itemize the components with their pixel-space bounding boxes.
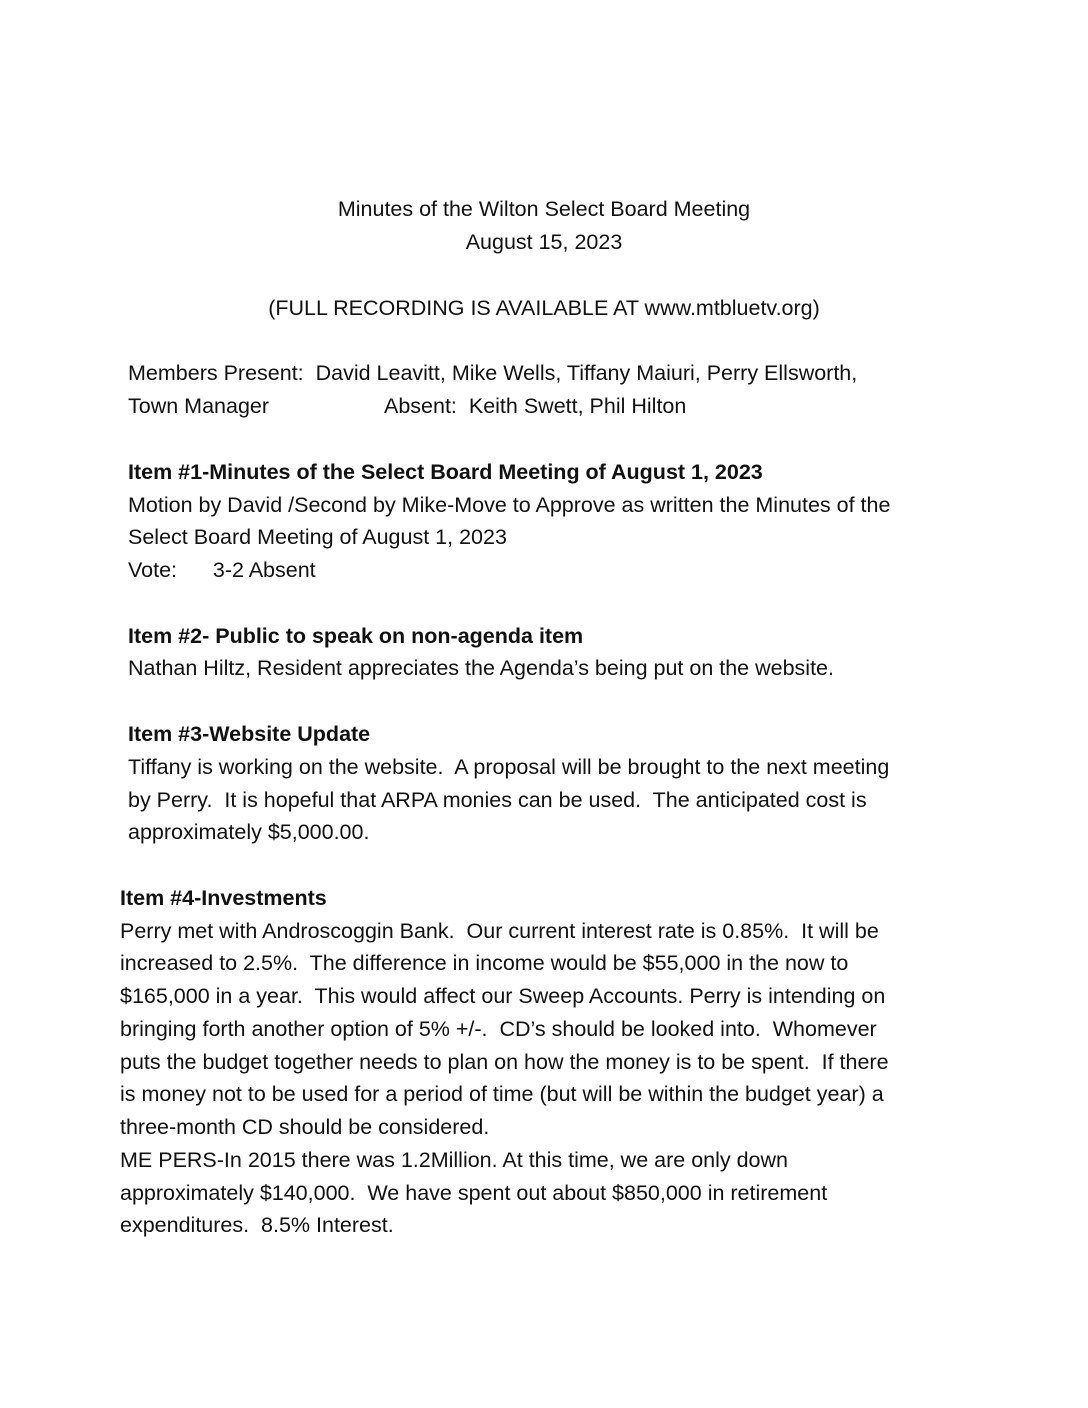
item-3-heading: Item #3-Website Update bbox=[128, 722, 371, 746]
item-4-line: ME PERS-In 2015 there was 1.2Million. At this time, we are only down bbox=[120, 1148, 789, 1172]
item-4-line: increased to 2.5%. The difference in income would be $55,000 in the now to bbox=[120, 951, 849, 975]
item-4-line: approximately $140,000. We have spent out about $850,000 in retirement bbox=[120, 1181, 828, 1205]
town-manager: Town Manager bbox=[128, 394, 270, 418]
item-2-heading: Item #2- Public to speak on non-agenda item bbox=[128, 624, 584, 648]
item-3-line: Tiffany is working on the website. A proposal will be brought to the next meeting bbox=[128, 755, 890, 779]
item-1-heading: Item #1-Minutes of the Select Board Meeting of August 1, 2023 bbox=[128, 460, 763, 484]
members-present: Members Present: David Leavitt, Mike Wells, Tiffany Maiuri, Perry Ellsworth, bbox=[128, 361, 858, 385]
item-4-line: Perry met with Androscoggin Bank. Our current interest rate is 0.85%. It will be bbox=[120, 919, 879, 943]
item-4-line: $165,000 in a year. This would affect our Sweep Accounts. Perry is intending on bbox=[120, 984, 886, 1008]
item-1-vote: Vote: 3-2 Absent bbox=[128, 558, 316, 582]
meeting-date: August 15, 2023 bbox=[465, 230, 623, 254]
document-title: Minutes of the Wilton Select Board Meeting bbox=[337, 197, 751, 221]
item-1-line: Select Board Meeting of August 1, 2023 bbox=[128, 525, 507, 549]
item-4-line: is money not to be used for a period of time (but will be within the budget year) a bbox=[120, 1082, 884, 1106]
item-4-line: puts the budget together needs to plan on how the money is to be spent. If there bbox=[120, 1050, 889, 1074]
item-1-line: Motion by David /Second by Mike-Move to Approve as written the Minutes of the bbox=[128, 493, 891, 517]
item-3-line: approximately $5,000.00. bbox=[128, 820, 370, 844]
item-2-line: Nathan Hiltz, Resident appreciates the Agenda’s being put on the website. bbox=[128, 656, 834, 680]
recording-note: (FULL RECORDING IS AVAILABLE AT www.mtbluetv.org) bbox=[268, 296, 820, 320]
item-4-line: three-month CD should be considered. bbox=[120, 1115, 490, 1139]
item-4-line: expenditures. 8.5% Interest. bbox=[120, 1213, 394, 1237]
item-4-heading: Item #4-Investments bbox=[120, 886, 327, 910]
item-4-line: bringing forth another option of 5% +/-. CD’s should be looked into. Whomever bbox=[120, 1017, 877, 1041]
item-3-line: by Perry. It is hopeful that ARPA monies can be used. The anticipated cost is bbox=[128, 788, 867, 812]
absent-members: Absent: Keith Swett, Phil Hilton bbox=[384, 394, 687, 418]
